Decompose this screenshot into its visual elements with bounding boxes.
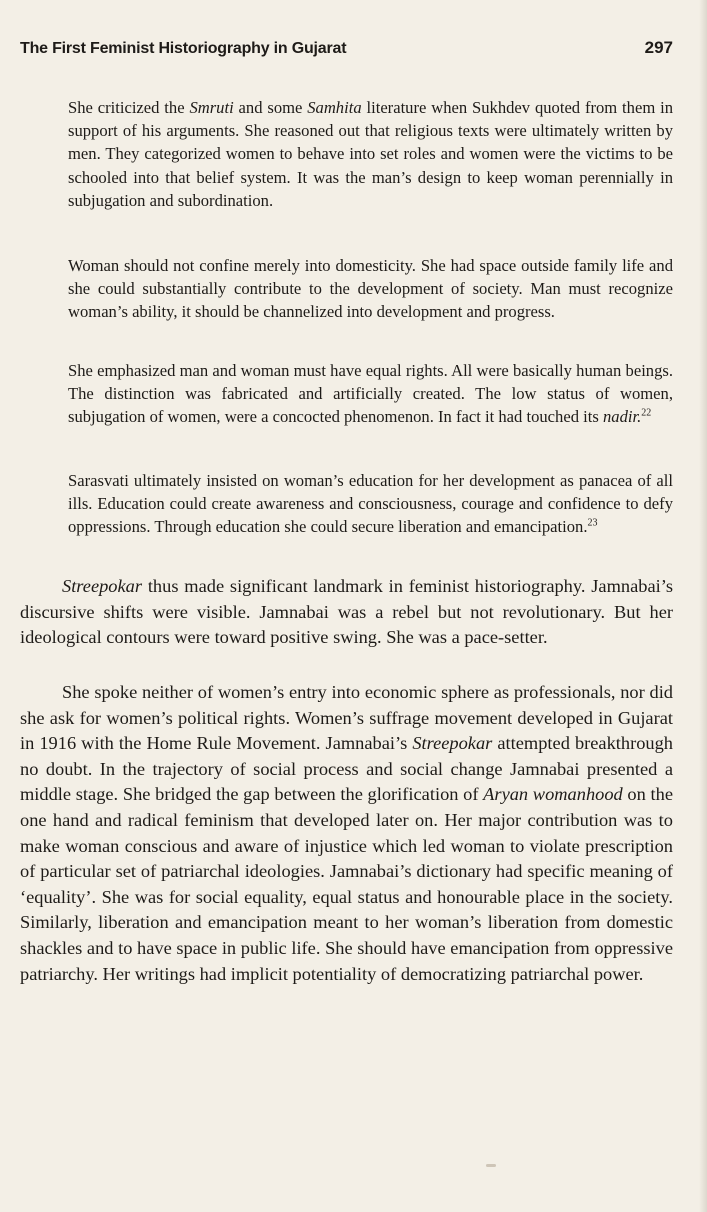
text-run: attempted breakthrough no doubt. In the trajectory of social process and social change Jamnabai presented a middle stage. She bridged the gap between the glorification of (20, 733, 673, 805)
text-run: literature when Sukhdev quoted from them in support of his arguments. She reasoned out that religious texts were ultimately written by men. They categorized women to behave into set roles and women were the victims to be schooled into that belief system. It was the man’s design to keep woman perennially in subjugation and subordination. (68, 98, 673, 210)
page-edge-shadow (699, 0, 707, 1212)
text-run: She emphasized man and woman must have equal rights. All were basically human beings. The distinction was fabricated and artificially created. The low status of women, subjugation of women, were a concocted phenomenon. In fact it had touched its (68, 361, 673, 427)
block-quote-paragraph (68, 96, 673, 212)
body-paragraph (20, 680, 673, 987)
running-header (20, 38, 673, 58)
text-run: She spoke neither of women’s entry into economic sphere as professionals, nor did she ask for women’s political rights. Women’s suffrage movement developed in Gujarat in 1916 with the Home Rule Movement. Jamnabai’s (20, 682, 673, 754)
italic-term: Streepokar (412, 733, 493, 754)
body-paragraph (20, 574, 673, 651)
italic-term: Streepokar (62, 576, 143, 596)
text-run: and some (233, 98, 308, 117)
paper-smudge (486, 1164, 496, 1167)
page-number: 297 (644, 38, 673, 57)
text-run: She criticized the (68, 98, 190, 117)
block-quote-paragraph (68, 469, 673, 539)
text-run: thus made significant landmark in feminist historiography. Jamnabai’s discursive shifts were visible. Jamnabai was a rebel but not revolutionary. But her ideological contours were toward positive swing. She was a pace-setter. (20, 576, 673, 648)
text-run: on the one hand and radical feminism that developed later on. Her major contribution was to make woman conscious and aware of injustice which led woman to violate prescription of particular set of patriarchal ideologies. Jamnabai’s dictionary had specific meaning of ‘equality’. She was for social equality, equal status and honourable place in the society. Similarly, liberation and emancipation meant to her woman’s liberation from domestic shackles and to have space in public life. She should have emancipation from oppressive patriarchy. Her writings had implicit potentiality of democratizing patriarchal power. (20, 784, 673, 984)
text-run: Sarasvati ultimately insisted on woman’s education for her development as panacea of all ills. Education could create awareness and consciousness, courage and confidence to defy oppressions. Through education she could secure liberation and emancipation. (68, 471, 673, 537)
footnote-marker: 23 (587, 517, 598, 529)
footnote-marker: 22 (641, 407, 652, 419)
italic-term: Samhita (307, 98, 362, 117)
running-title: The First Feminist Historiography in Gujarat (20, 40, 347, 57)
block-quote-paragraph (68, 359, 673, 429)
italic-term: Smruti (189, 98, 234, 117)
italic-term: Aryan womanhood (483, 784, 623, 805)
block-quote-paragraph: Woman should not confine merely into domesticity. She had space outside family life and she could substantially contribute to the development of society. Man must recognize woman’s ability, it should be channelized into development and progress. (68, 256, 673, 322)
italic-term: nadir. (603, 407, 642, 427)
